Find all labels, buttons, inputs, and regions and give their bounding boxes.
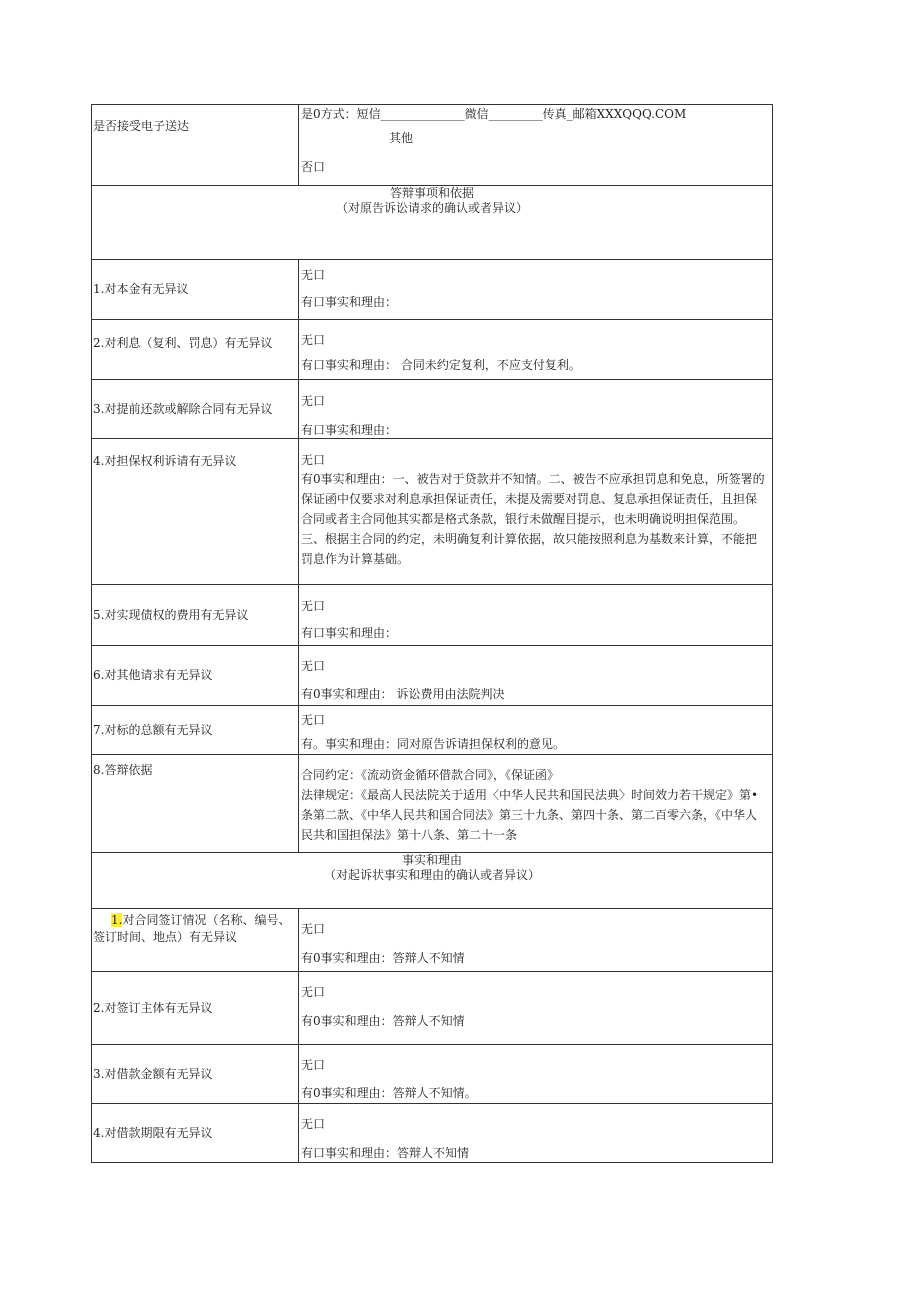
fact-value-cell [299, 1045, 773, 1104]
defense-basis-value-cell [299, 755, 773, 853]
section-subtitle: （对起诉状事实和理由的确认或者异议） [323, 868, 540, 882]
no-objection-option: 无口 [301, 268, 326, 282]
section-title: 事实和理由 [401, 853, 462, 867]
has-objection-option: 有0事实和理由：答辩人不知情 [301, 1014, 465, 1028]
objection-label: 7.对标的总额有无异议 [93, 722, 213, 737]
objection-value-cell [299, 260, 773, 320]
has-objection-option: 有口事实和理由： [301, 626, 398, 640]
objection-row [92, 380, 773, 439]
no-objection-option: 无口 [301, 922, 326, 936]
fact-label-cell [92, 1104, 299, 1163]
objection-value-cell [299, 439, 773, 585]
objection-value-cell [299, 320, 773, 380]
has-objection-option: 有0事实和理由： 诉讼费用由法院判决 [301, 687, 505, 701]
no-objection-option: 无口 [301, 333, 326, 347]
has-objection-option: 有0事实和理由：答辩人不知情。 [301, 1086, 477, 1100]
no-objection-option: 无口 [301, 599, 326, 613]
objection-row [92, 585, 773, 646]
no-objection-option: 无口 [301, 985, 326, 999]
defense-basis-label-cell [92, 755, 299, 853]
section-header-cell [92, 853, 773, 909]
fact-label: 2.对签订主体有无异议 [93, 1000, 213, 1015]
objection-label: 1.对本金有无异议 [93, 282, 189, 296]
objection-value-cell [299, 706, 773, 755]
law-basis-text: 法律规定：《最高人民法院关于适用〈中华人民共和国民法典〉时间效力若干规定》第•条第二款、《中华人民共和国合同法》第三十九条、第四十条、第二百零六条，《中华人民共和国担保法》第十八条、第二十一条 [301, 788, 759, 842]
contract-basis-text: 合同约定：《流动资金循环借款合同》，《保证函》 [301, 768, 560, 782]
objection-label-cell [92, 320, 299, 380]
objection-label: 2.对利息（复利、罚息）有无异议 [93, 336, 273, 350]
fact-label: 4.对借款期限有无异议 [93, 1125, 213, 1140]
objection-label: 6.对其他请求有无异议 [93, 668, 213, 682]
has-objection-option: 有口事实和理由： [301, 295, 398, 309]
has-objection-option: 有0事实和理由：答辩人不知情 [301, 951, 465, 965]
electronic-service-label: 是否接受电子送达 [93, 119, 190, 133]
objection-reason-text: 有0事实和理由：一、被告对于贷款并不知情。二、被告不应承担罚息和免息，所签署的保证函中仅要求对利息承担保证责任，未提及需要对罚息、复息承担保证责任，且担保合同或者主合同他其实都是格式条款，银行未做醒目提示，也未明确说明担保范围。三、根据主合同的约定，未明确复利计算依据，故只能按照利息为基数来计算，不能把罚息作为计算基础。 [301, 472, 765, 566]
fact-number: 1. [111, 913, 123, 927]
fact-value-cell [299, 1104, 773, 1163]
has-objection-option: 有口事实和理由：答辩人不知情 [301, 1146, 470, 1160]
fact-label-cell [92, 1045, 299, 1104]
electronic-service-no-line: 否口 [301, 160, 326, 174]
has-objection-option: 有。事实和理由：同对原告诉请担保权利的意见。 [301, 737, 566, 751]
fact-label-cell [92, 909, 299, 972]
section-subtitle: （对原告诉讼请求的确认或者异议） [335, 201, 528, 215]
defense-form-table [91, 104, 773, 1163]
objection-label-cell [92, 646, 299, 706]
fact-value-cell [299, 909, 773, 972]
objection-label: 3.对提前还款或解除合同有无异议 [93, 401, 273, 416]
section-title: 答辩事项和依据 [389, 186, 474, 200]
section-header-row [92, 853, 773, 909]
fact-label-part-a: 对合同签订情况（名称、编号、 [122, 913, 291, 927]
no-objection-option: 无口 [301, 394, 326, 408]
objection-row [92, 320, 773, 380]
objection-label: 5.对实现债权的费用有无异议 [93, 607, 249, 622]
objection-label-cell [92, 260, 299, 320]
objection-value-cell [299, 380, 773, 439]
objection-value-cell [299, 585, 773, 646]
objection-row [92, 260, 773, 320]
objection-row [92, 439, 773, 585]
electronic-service-label-cell [92, 105, 299, 186]
section-header-row [92, 186, 773, 260]
section-header-cell [92, 186, 773, 260]
fact-row [92, 1045, 773, 1104]
fact-row [92, 909, 773, 972]
objection-row [92, 646, 773, 706]
has-objection-option: 有口事实和理由： [301, 423, 398, 437]
fact-row [92, 972, 773, 1045]
objection-label-cell [92, 706, 299, 755]
objection-value-cell [299, 646, 773, 706]
fact-label-cell [92, 972, 299, 1045]
no-objection-option: 无口 [301, 1117, 326, 1131]
fact-row [92, 1104, 773, 1163]
fact-label-part-b: 签订时间、地点）有无异议 [93, 930, 238, 944]
no-objection-option: 无口 [301, 659, 326, 673]
objection-label-cell [92, 439, 299, 585]
objection-label: 4.对担保权利诉请有无异议 [93, 454, 237, 468]
has-objection-option: 有口事实和理由： 合同未约定复利，不应支付复利。 [301, 358, 581, 372]
electronic-service-row [92, 105, 773, 186]
defense-basis-label: 8.答辩依据 [93, 763, 153, 777]
fact-label [92, 909, 298, 971]
objection-label-cell [92, 585, 299, 646]
electronic-service-value-cell [299, 105, 773, 186]
fact-label: 3.对借款金额有无异议 [93, 1066, 213, 1081]
electronic-service-other-line: 其他 [389, 131, 414, 145]
objection-row [92, 706, 773, 755]
fact-value-cell [299, 972, 773, 1045]
electronic-service-yes-line: 是0方式：短信______________微信_________传真_邮箱XXXQQQ.COM [301, 107, 687, 121]
no-objection-option: 无口 [301, 453, 326, 467]
objection-label-cell [92, 380, 299, 439]
defense-basis-row [92, 755, 773, 853]
no-objection-option: 无口 [301, 1058, 326, 1072]
no-objection-option: 无口 [301, 713, 326, 727]
